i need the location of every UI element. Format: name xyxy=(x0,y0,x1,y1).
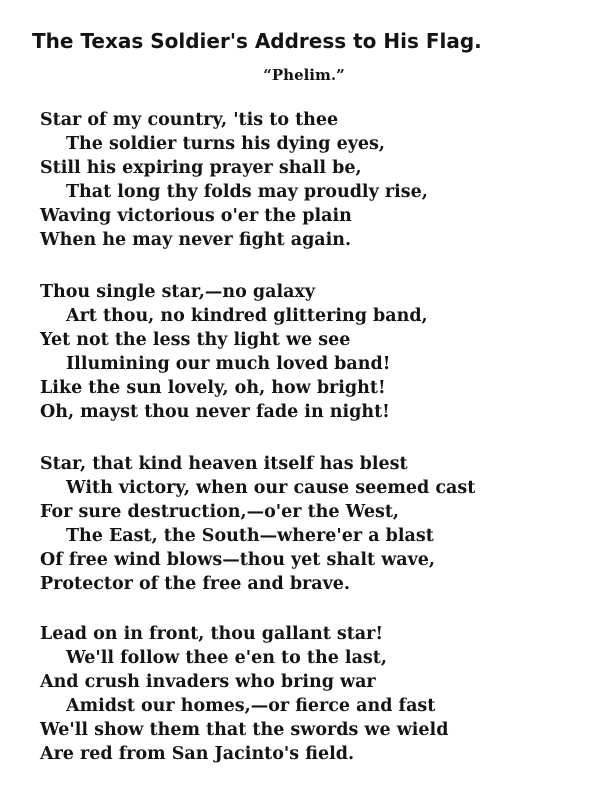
stanza-1-line-5: Waving victorious o'er the plain xyxy=(40,206,352,226)
poem-author: “Phelim.” xyxy=(263,66,345,84)
stanza-4-line-2: We'll follow thee e'en to the last, xyxy=(66,648,387,668)
stanza-4-line-3: And crush invaders who bring war xyxy=(40,672,376,692)
stanza-3-line-2: With victory, when our cause seemed cast xyxy=(66,478,476,498)
stanza-3-line-5: Of free wind blows—thou yet shalt wave, xyxy=(40,550,436,570)
stanza-4-line-1: Lead on in front, thou gallant star! xyxy=(40,624,384,644)
stanza-4-line-4: Amidst our homes,—or fierce and fast xyxy=(66,696,436,716)
stanza-4-line-5: We'll show them that the swords we wield xyxy=(40,720,449,740)
stanza-1-line-2: The soldier turns his dying eyes, xyxy=(66,134,385,154)
stanza-2-line-6: Oh, mayst thou never fade in night! xyxy=(40,402,390,422)
stanza-3-line-6: Protector of the free and brave. xyxy=(40,574,351,594)
stanza-1-line-1: Star of my country, 'tis to thee xyxy=(40,110,339,130)
stanza-4-line-6: Are red from San Jacinto's field. xyxy=(40,744,355,764)
stanza-2-line-4: Illumining our much loved band! xyxy=(66,354,391,374)
stanza-2-line-5: Like the sun lovely, oh, how bright! xyxy=(40,378,386,398)
stanza-2-line-1: Thou single star,—no galaxy xyxy=(40,282,316,302)
stanza-1-line-3: Still his expiring prayer shall be, xyxy=(40,158,362,178)
stanza-2-line-3: Yet not the less thy light we see xyxy=(40,330,351,350)
stanza-3-line-1: Star, that kind heaven itself has blest xyxy=(40,454,408,474)
poem-title: The Texas Soldier's Address to His Flag. xyxy=(32,29,482,53)
stanza-2-line-2: Art thou, no kindred glittering band, xyxy=(66,306,428,326)
stanza-1-line-4: That long thy folds may proudly rise, xyxy=(66,182,428,202)
stanza-3-line-4: The East, the South—where'er a blast xyxy=(66,526,434,546)
stanza-1-line-6: When he may never fight again. xyxy=(40,230,352,250)
stanza-3-line-3: For sure destruction,—o'er the West, xyxy=(40,502,399,522)
